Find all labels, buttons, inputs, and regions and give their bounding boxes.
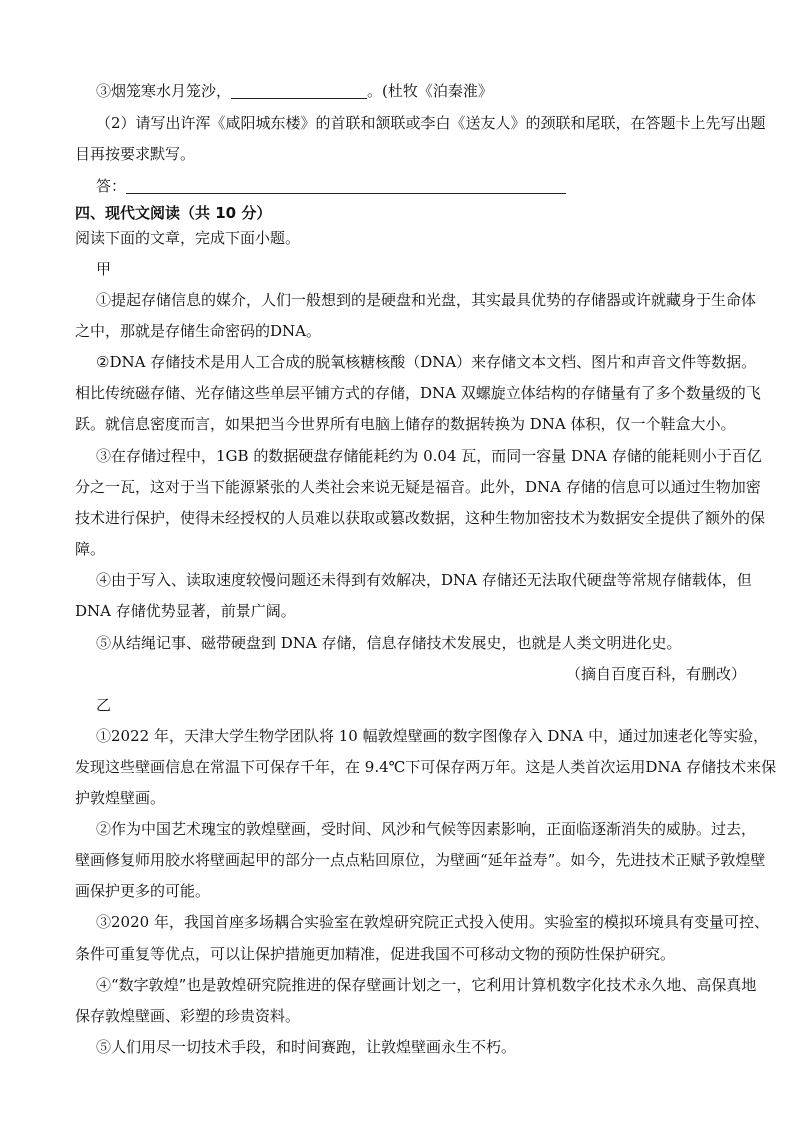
article-line: ③2020 年，我国首座多场耦合实验室在敦煌研究院正式投入使用。实验室的模拟环境具有变量可控、	[96, 913, 769, 931]
article-line: 跃。就信息密度而言，如果把当今世界所有电脑上储存的数据转换为 DNA 体积，仅一个鞋盒大小。	[75, 415, 736, 433]
article-line: DNA 存储优势显著，前景广阔。	[75, 602, 296, 620]
article-line: ④“数字敦煌”也是敦煌研究院推进的保存壁画计划之一，它利用计算机数字化技术永久地、高保真地	[96, 976, 757, 994]
answer-row	[96, 175, 566, 197]
article-line: 相比传统磁存储、光存储这些单层平铺方式的存储，DNA 双螺旋立体结构的存储量有了多个数量级的飞	[75, 384, 761, 402]
article-line: 技术进行保护，使得未经授权的人员难以获取或篡改数据，这种生物加密技术为数据安全提供了额外的保	[75, 509, 766, 527]
article-line: 发现这些壁画信息在常温下可保存千年，在 9.4℃下可保存两万年。这是人类首次运用DNA 存储技术来保	[75, 758, 777, 776]
article-line: ②作为中国艺术瑰宝的敦煌壁画，受时间、风沙和气候等因素影响，正面临逐渐消失的威胁。过去，	[96, 820, 757, 838]
answer-label: 答：	[96, 177, 127, 195]
article-line: 条件可重复等优点，可以让保护措施更加精准，促进我国不可移动文物的预防性保护研究。	[75, 945, 676, 963]
article-line: 画保护更多的可能。	[75, 882, 211, 900]
poem-line-prefix: ③烟笼寒水月笼沙，	[96, 82, 232, 100]
article-line: 障。	[75, 540, 106, 558]
article-source: （摘自百度百科，有删改）	[565, 665, 746, 683]
article-line: 保存敦煌壁画、彩塑的珍贵资料。	[75, 1007, 301, 1025]
article-line: ④由于写入、读取速度较慢问题还未得到有效解决，DNA 存储还无法取代硬盘等常规存储载体，但	[96, 571, 752, 589]
article-label-jia: 甲	[96, 260, 112, 278]
article-line: ①提起存储信息的媒介，人们一般想到的是硬盘和光盘，其实最具优势的存储器或许就藏身于生命体	[96, 291, 757, 309]
article-line: 护敦煌壁画。	[75, 789, 166, 807]
article-line: ⑤从结绳记事、磁带硬盘到 DNA 存储，信息存储技术发展史，也就是人类文明进化史。	[96, 634, 682, 652]
article-line: 分之一瓦，这对于当下能源紧张的人类社会来说无疑是福音。此外，DNA 存储的信息可以通过生物加密	[75, 478, 761, 496]
poem-line	[96, 80, 493, 102]
section-instruction: 阅读下面的文章，完成下面小题。	[75, 229, 301, 247]
poem-line-suffix: 。(杜牧《泊秦淮》	[367, 82, 493, 100]
answer-blank[interactable]	[126, 177, 566, 194]
article-line: ⑤人们用尽一切技术手段，和时间赛跑，让敦煌壁画永生不朽。	[96, 1038, 517, 1056]
section-heading: 四、现代文阅读（共 10 分）	[75, 204, 272, 222]
article-line: 之中，那就是存储生命密码的DNA。	[75, 322, 321, 340]
article-line: ③在存储过程中，1GB 的数据硬盘存储能耗约为 0.04 瓦，而同一容量 DNA 存储的能耗则小于百亿	[96, 447, 762, 465]
article-line: ②DNA 存储技术是用人工合成的脱氧核糖核酸（DNA）来存储文本文档、图片和声音文件等数据。	[96, 353, 757, 371]
article-line: ①2022 年，天津大学生物学团队将 10 幅敦煌壁画的数字图像存入 DNA 中，通过加速老化等实验，	[96, 727, 769, 745]
article-label-yi: 乙	[96, 696, 112, 714]
fill-blank[interactable]	[231, 82, 367, 99]
article-line: 壁画修复师用胶水将壁画起甲的部分一点点粘回原位，为壁画“延年益寿”。如今，先进技术正赋予敦煌壁	[75, 851, 766, 869]
question-2-line-2: 目再按要求默写。	[75, 145, 196, 163]
question-2-line-1: （2）请写出许浑《咸阳城东楼》的首联和颔联或李白《送友人》的颈联和尾联，在答题卡上先写出题	[96, 114, 766, 132]
